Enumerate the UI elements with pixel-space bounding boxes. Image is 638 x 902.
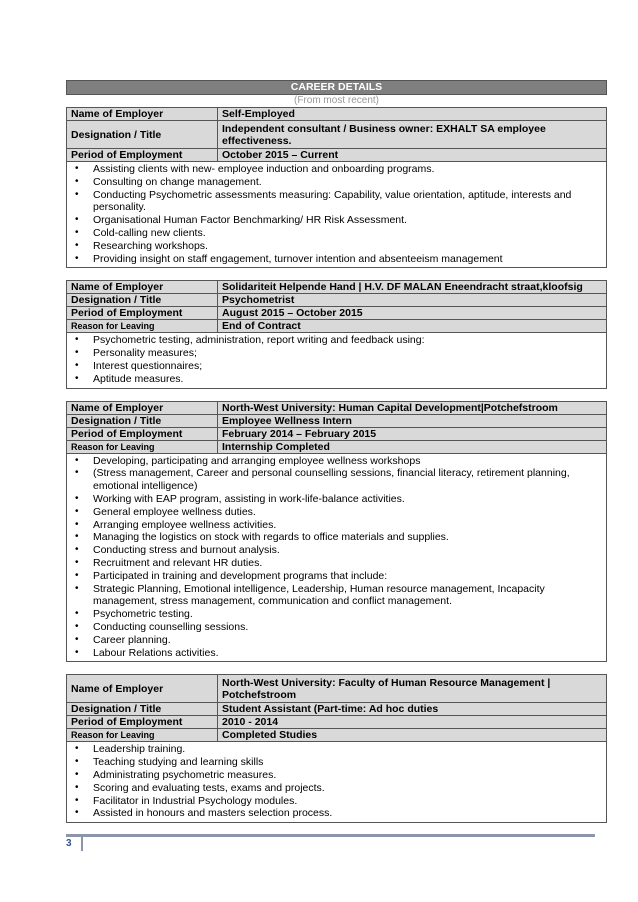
- designation-row: [67, 121, 607, 149]
- duties-list: [71, 334, 602, 385]
- list-item: • Participated in training and development programs that include:: [71, 570, 602, 583]
- page-number: 3: [66, 838, 72, 849]
- job-table: [66, 107, 607, 268]
- reason-label: Reason for Leaving: [67, 320, 218, 333]
- period-row: [67, 307, 607, 320]
- list-item: • Arranging employee wellness activities.: [71, 519, 602, 532]
- section-title: CAREER DETAILS: [66, 80, 607, 95]
- list-item: • Psychometric testing.: [71, 608, 602, 621]
- list-item: • Conducting stress and burnout analysis.: [71, 544, 602, 557]
- list-item: • Teaching studying and learning skills: [71, 756, 602, 769]
- duties-cell: [67, 742, 607, 823]
- career-details-section: [66, 80, 607, 823]
- list-item: • Conducting Psychometric assessments measuring: Capability, value orientation, aptitude, interests and personality.: [71, 189, 602, 215]
- employer-value: Self-Employed: [218, 108, 607, 121]
- list-item: • Aptitude measures.: [71, 373, 602, 386]
- employer-row: [67, 401, 607, 414]
- list-item: • Strategic Planning, Emotional intelligence, Leadership, Human resource management, Incapacity management, stress management, communication and conflict management.: [71, 583, 602, 609]
- duties-list: [71, 163, 602, 265]
- employer-row: [67, 675, 607, 703]
- designation-label: Designation / Title: [67, 121, 218, 149]
- duties-row: [67, 162, 607, 268]
- duties-cell: [67, 333, 607, 388]
- job-table: [66, 674, 607, 823]
- reason-row: [67, 320, 607, 333]
- reason-value: End of Contract: [218, 320, 607, 333]
- period-value: August 2015 – October 2015: [218, 307, 607, 320]
- list-item: • Facilitator in Industrial Psychology modules.: [71, 795, 602, 808]
- list-item: • General employee wellness duties.: [71, 506, 602, 519]
- duties-row: [67, 333, 607, 388]
- job-table: [66, 280, 607, 388]
- designation-value: Psychometrist: [218, 294, 607, 307]
- designation-row: [67, 294, 607, 307]
- list-item: • Psychometric testing, administration, report writing and feedback using:: [71, 334, 602, 347]
- list-item: • Developing, participating and arranging employee wellness workshops: [71, 455, 602, 468]
- page-footer: [66, 834, 595, 850]
- designation-value: Student Assistant (Part-time: Ad hoc duties: [218, 703, 607, 716]
- reason-value: Completed Studies: [218, 729, 607, 742]
- period-value: February 2014 – February 2015: [218, 427, 607, 440]
- list-item: • Recruitment and relevant HR duties.: [71, 557, 602, 570]
- job-table: [66, 401, 607, 663]
- period-label: Period of Employment: [67, 427, 218, 440]
- duties-cell: [67, 453, 607, 662]
- list-item: • Administrating psychometric measures.: [71, 769, 602, 782]
- designation-label: Designation / Title: [67, 414, 218, 427]
- period-label: Period of Employment: [67, 149, 218, 162]
- list-item: • Consulting on change management.: [71, 176, 602, 189]
- list-item: • Working with EAP program, assisting in work-life-balance activities.: [71, 493, 602, 506]
- list-item: • Career planning.: [71, 634, 602, 647]
- employer-label: Name of Employer: [67, 675, 218, 703]
- designation-row: [67, 414, 607, 427]
- list-item: • Managing the logistics on stock with regards to office materials and supplies.: [71, 531, 602, 544]
- employer-label: Name of Employer: [67, 281, 218, 294]
- footer-rule: [66, 834, 595, 837]
- list-item: • Providing insight on staff engagement, turnover intention and absenteeism management: [71, 253, 602, 266]
- list-item: • Conducting counselling sessions.: [71, 621, 602, 634]
- reason-row: [67, 729, 607, 742]
- designation-row: [67, 703, 607, 716]
- employer-label: Name of Employer: [67, 401, 218, 414]
- list-item: • Scoring and evaluating tests, exams and projects.: [71, 782, 602, 795]
- list-item: • Researching workshops.: [71, 240, 602, 253]
- employer-value: Solidariteit Helpende Hand | H.V. DF MALAN Eneendracht straat,kloofsig: [218, 281, 607, 294]
- employer-row: [67, 108, 607, 121]
- employer-value: North-West University: Human Capital Development|Potchefstroom: [218, 401, 607, 414]
- duties-row: [67, 453, 607, 662]
- list-item: • Labour Relations activities.: [71, 647, 602, 660]
- period-value: October 2015 – Current: [218, 149, 607, 162]
- reason-label: Reason for Leaving: [67, 729, 218, 742]
- designation-label: Designation / Title: [67, 294, 218, 307]
- designation-label: Designation / Title: [67, 703, 218, 716]
- period-label: Period of Employment: [67, 716, 218, 729]
- duties-list: [71, 743, 602, 820]
- designation-value: Employee Wellness Intern: [218, 414, 607, 427]
- employer-row: [67, 281, 607, 294]
- period-row: [67, 149, 607, 162]
- period-label: Period of Employment: [67, 307, 218, 320]
- list-item: • Leadership training.: [71, 743, 602, 756]
- list-item: • Personality measures;: [71, 347, 602, 360]
- period-value: 2010 - 2014: [218, 716, 607, 729]
- period-row: [67, 427, 607, 440]
- duties-row: [67, 742, 607, 823]
- duties-cell: [67, 162, 607, 268]
- employer-label: Name of Employer: [67, 108, 218, 121]
- list-item: • Cold-calling new clients.: [71, 227, 602, 240]
- list-item: • Assisted in honours and masters selection process.: [71, 807, 602, 820]
- section-subtitle: (From most recent): [293, 95, 379, 106]
- employer-value: North-West University: Faculty of Human Resource Management | Potchefstroom: [218, 675, 607, 703]
- list-item: • Organisational Human Factor Benchmarking/ HR Risk Assessment.: [71, 214, 602, 227]
- designation-value: Independent consultant / Business owner: EXHALT SA employee effectiveness.: [218, 121, 607, 149]
- list-item: • Interest questionnaires;: [71, 360, 602, 373]
- list-item: • Assisting clients with new- employee induction and onboarding programs.: [71, 163, 602, 176]
- footer-divider: [81, 837, 83, 851]
- list-item: • (Stress management, Career and personal counselling sessions, financial literacy, retirement planning, emotional intelligence): [71, 467, 602, 493]
- period-row: [67, 716, 607, 729]
- duties-list: [71, 455, 602, 660]
- reason-row: [67, 440, 607, 453]
- reason-label: Reason for Leaving: [67, 440, 218, 453]
- reason-value: Internship Completed: [218, 440, 607, 453]
